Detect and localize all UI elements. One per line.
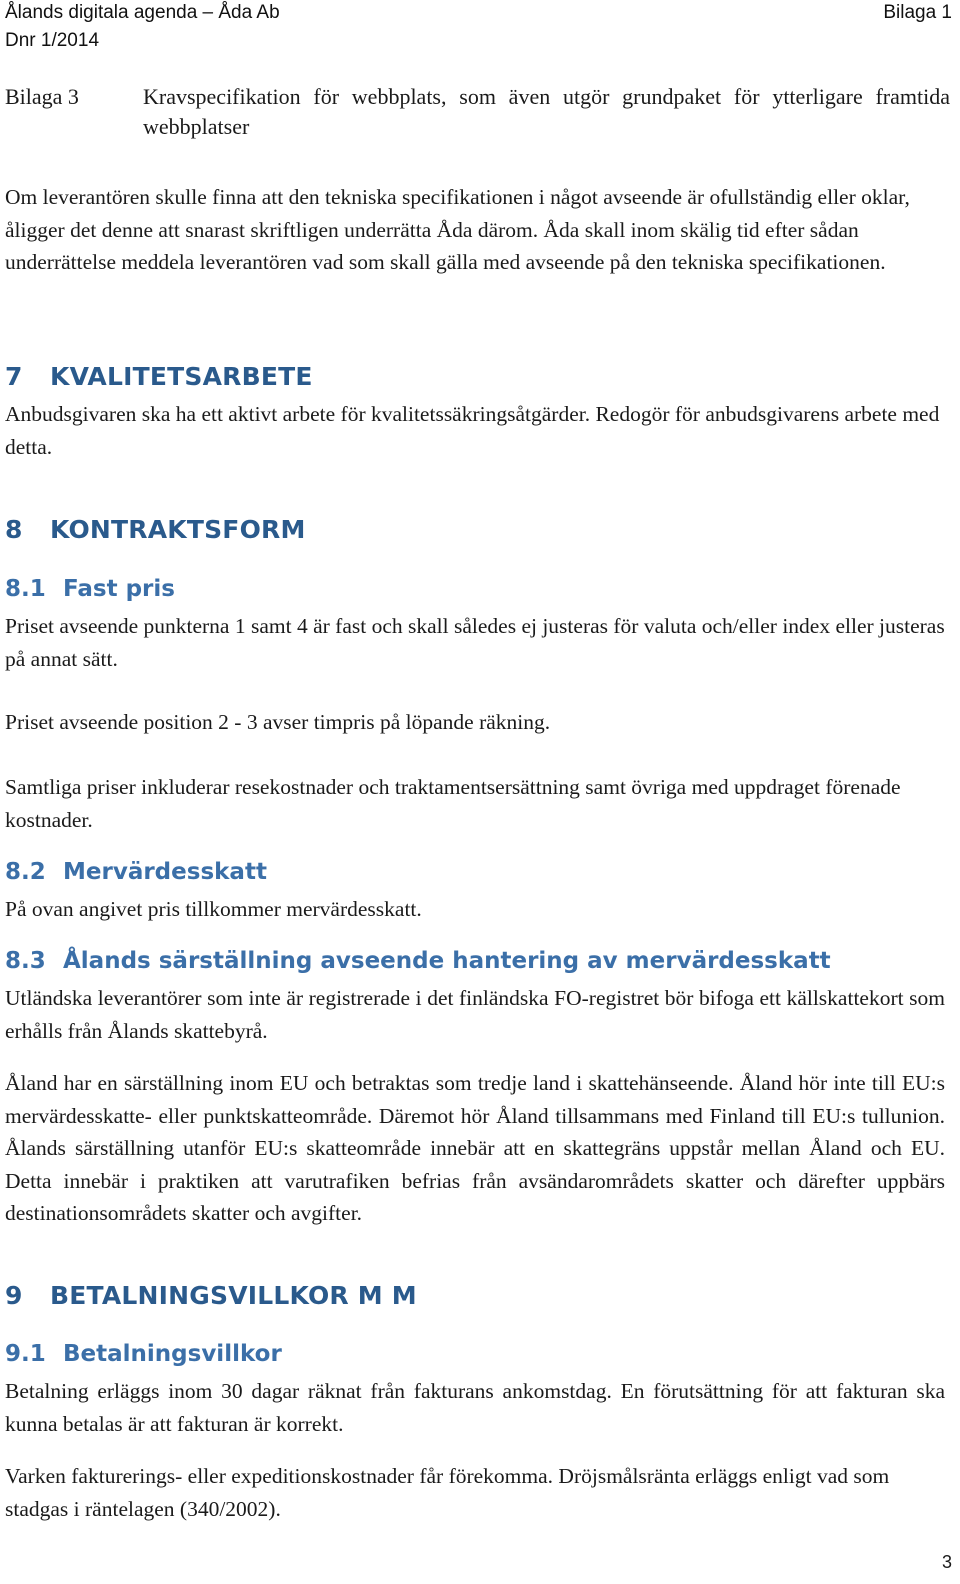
section-9-1-paragraph-1: Betalning erläggs inom 30 dagar räknat från fakturans ankomstdag. En förutsättning för att fakturan ska kunna betalas är att fakturan är korrekt.: [5, 1379, 945, 1436]
section-title: KONTRAKTSFORM: [50, 515, 306, 544]
header-title: Ålands digitala agenda – Åda Ab: [5, 2, 280, 23]
header-dnr: Dnr 1/2014: [5, 30, 100, 51]
section-8-1-paragraph-1: Priset avseende punkterna 1 samt 4 är fast och skall således ej justeras för valuta och/eller index eller justeras på annat sätt.: [5, 614, 945, 671]
section-8-1-paragraph-2: Priset avseende position 2 - 3 avser timpris på löpande räkning.: [5, 710, 551, 734]
section-8-2-paragraph: På ovan angivet pris tillkommer mervärdesskatt.: [5, 897, 422, 921]
subsection-title: Mervärdesskatt: [63, 859, 267, 885]
section-title: BETALNINGSVILLKOR M M: [50, 1281, 417, 1310]
section-8-3-paragraph-1: Utländska leverantörer som inte är registrerade i det finländska FO-registret bör bifoga ett källskattekort som erhålls från Ålands skattebyrå.: [5, 986, 945, 1043]
subsection-title: Ålands särställning avseende hantering av mervärdesskatt: [63, 948, 831, 974]
section-number: 9: [5, 1281, 23, 1310]
section-8-1-heading: [5, 576, 175, 602]
section-7-paragraph: Anbudsgivaren ska ha ett aktivt arbete för kvalitetssäkringsåtgärder. Redogör för anbudsgivarens arbete med detta.: [5, 402, 940, 459]
section-8-1-paragraph-3: Samtliga priser inkluderar resekostnader och traktamentsersättning samt övriga med uppdraget förenade kostnader.: [5, 775, 901, 832]
appendix-heading: [5, 82, 950, 142]
appendix-title: Kravspecifikation för webbplats, som även utgör grundpaket för ytterligare framtida webbplatser: [143, 84, 950, 139]
section-7-heading: [5, 362, 313, 391]
section-9-heading: [5, 1281, 417, 1310]
subsection-number: 8.3: [5, 948, 46, 974]
section-number: 8: [5, 515, 23, 544]
section-9-1-paragraph-2: Varken fakturerings- eller expeditionskostnader får förekomma. Dröjsmålsränta erläggs enligt vad som stadgas i räntelagen (340/2002).: [5, 1464, 890, 1521]
subsection-number: 8.1: [5, 576, 46, 602]
section-9-1-heading: [5, 1341, 282, 1367]
section-8-2-heading: [5, 859, 267, 885]
section-number: 7: [5, 362, 23, 391]
subsection-number: 8.2: [5, 859, 46, 885]
section-8-heading: [5, 515, 306, 544]
appendix-label: Bilaga 3: [5, 84, 79, 109]
section-title: KVALITETSARBETE: [50, 362, 313, 391]
page-number: 3: [941, 1552, 952, 1572]
intro-paragraph: Om leverantören skulle finna att den tekniska specifikationen i något avseende är ofullständig eller oklar, åligger det denne att snarast skriftligen underrätta Åda därom. Åda skall inom skälig tid efter sådan underrättelse meddela leverantören vad som skall gälla med avseende på den tekniska specifikationen.: [5, 185, 910, 274]
section-8-3-paragraph-2: Åland har en särställning inom EU och betraktas som tredje land i skattehänseende. Åland hör inte till EU:s mervärdesskatte- eller punktskatteområde. Däremot hör Åland tillsammans med Finland till EU:s tullunion. Ålands särställning utanför EU:s skatteområde innebär att en skattegräns uppstår mellan Åland och EU. Detta innebär i praktiken att varutrafiken befrias från avsändarområdets skatter och därefter uppbärs destinationsområdets skatter och avgifter.: [5, 1071, 945, 1225]
section-8-3-heading: [5, 948, 831, 974]
header-bilaga: Bilaga 1: [883, 2, 952, 23]
subsection-number: 9.1: [5, 1341, 46, 1367]
subsection-title: Betalningsvillkor: [63, 1341, 282, 1367]
subsection-title: Fast pris: [63, 576, 175, 602]
